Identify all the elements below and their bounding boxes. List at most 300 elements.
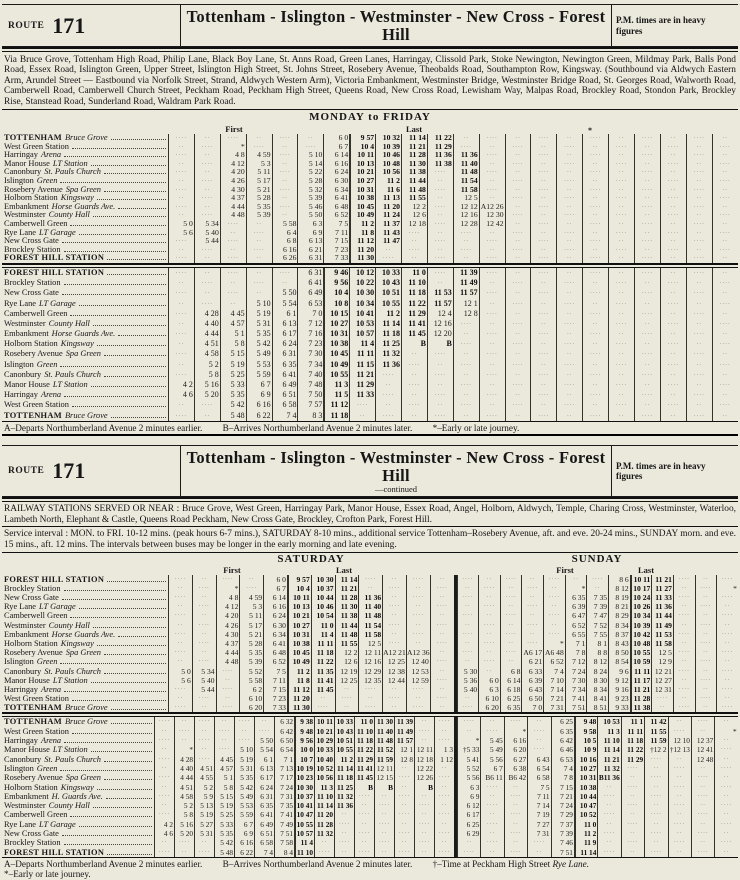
empty-cell: ···· [168,648,192,657]
empty-cell: ···· [394,792,414,801]
empty-cell: ···· [401,360,427,370]
time-cell: 7 51 [551,848,574,857]
time-cell: 11 33 [349,390,375,400]
empty-cell: ···· [375,411,401,421]
empty-cell: ···· [500,593,522,602]
empty-cell: ···· [334,820,354,829]
empty-cell: ···· [168,186,194,195]
empty-cell: ···· [505,194,531,203]
time-cell: 12 41 [691,745,714,754]
empty-cell: ·· [194,727,214,736]
time-cell: 6 53 [297,299,323,309]
empty-cell: ···· [505,211,531,220]
empty-cell: ·· [504,801,527,810]
empty-cell: ···· [457,703,479,712]
empty-cell: ·· [686,177,712,186]
time-cell: B [401,339,427,349]
empty-cell: ·· [634,400,660,410]
time-cell: 7 21 [551,792,574,801]
empty-cell: ···· [168,685,192,694]
empty-cell: ·· [521,611,543,620]
time-cell: 11 38 [630,703,652,712]
empty-cell: ···· [457,575,479,584]
empty-cell: ···· [427,390,453,400]
empty-cell: ···· [668,727,691,736]
empty-cell: ···· [174,727,194,736]
time-cell: 5 1 [220,329,246,339]
station-row-label: New Cross Gate [2,593,168,602]
empty-cell: ·· [478,611,500,620]
time-cell: 4 44 [194,329,220,339]
empty-cell: ···· [608,319,634,329]
timetable-monfri-southbound [2,134,738,263]
empty-cell: ·· [530,246,556,255]
time-cell: 10 51 [375,288,401,298]
time-cell: 5 56 [457,773,480,782]
time-cell: 7 31 [274,792,294,801]
station-row-label: Rye Lane LT Garage [2,820,154,829]
empty-cell: ·· [608,349,634,359]
time-cell: 10 30 [311,575,335,584]
empty-cell: ···· [521,639,543,648]
empty-cell: ·· [394,783,414,792]
time-cell: 11 10 [314,792,334,801]
empty-cell: ·· [480,717,503,726]
empty-cell: ···· [254,727,274,736]
time-cell: 11 22 [621,745,644,754]
empty-cell: ···· [644,792,667,801]
time-cell: 11 48 [335,630,359,639]
last-label: Last [405,124,423,135]
empty-cell: ·· [714,848,737,857]
empty-cell: ·· [430,703,454,712]
empty-cell: ·· [686,360,712,370]
empty-cell: ···· [272,151,298,160]
monfri-label: MONDAY to FRIDAY [309,111,431,124]
saturday-label: SATURDAY [277,552,345,565]
time-cell: 11 49 [651,621,673,630]
empty-cell: ·· [427,278,453,288]
empty-cell: ·· [660,411,686,421]
empty-cell: ···· [668,838,691,847]
empty-cell: ·· [334,848,354,857]
empty-cell: ···· [168,288,194,298]
time-cell: 5 20 [194,390,220,400]
empty-cell: ···· [354,848,374,857]
station-row-label: Brockley Station [2,246,168,255]
empty-cell: ·· [660,134,686,143]
empty-cell: ···· [246,229,272,238]
empty-cell: ·· [691,801,714,810]
empty-cell: ·· [530,339,556,349]
empty-cell: ·· [660,168,686,177]
empty-cell: ·· [480,829,503,838]
empty-cell: ·· [716,639,738,648]
empty-cell: ···· [660,400,686,410]
empty-cell: ···· [691,829,714,838]
empty-cell: ···· [608,380,634,390]
empty-cell: ···· [434,810,454,819]
empty-cell: ·· [660,268,686,278]
empty-cell: ·· [427,380,453,390]
time-cell: 6 42 [274,727,294,736]
empty-cell: ·· [714,829,737,838]
time-cell: 11 2 [375,177,401,186]
time-cell: 11 4 [311,630,335,639]
empty-cell: ·· [634,319,660,329]
empty-cell: ·· [168,639,192,648]
time-cell: 11 45 [401,329,427,339]
empty-cell: ·· [691,838,714,847]
empty-cell: ···· [427,370,453,380]
empty-cell: ···· [556,299,582,309]
time-cell: 5 54 [272,299,298,309]
time-cell: 6 39 [521,676,543,685]
empty-cell: ···· [716,685,738,694]
empty-cell: ···· [712,380,738,390]
time-cell: 6 27 [504,755,527,764]
empty-cell: ···· [695,676,717,685]
time-cell: 5 59 [234,810,254,819]
empty-cell: ·· [582,299,608,309]
empty-cell: ·· [556,370,582,380]
time-cell: 6 48 [263,648,287,657]
time-cell: 12 10 [668,736,691,745]
empty-cell: ·· [246,254,272,263]
empty-cell: ·· [597,801,620,810]
time-cell: 8 24 [586,667,608,676]
empty-cell: ···· [500,611,522,620]
empty-cell: ·· [695,685,717,694]
time-cell: 11 48 [453,168,479,177]
empty-cell: ···· [414,801,434,810]
empty-cell: ···· [505,246,531,255]
time-cell: 5 35 [214,829,234,838]
time-cell: 10 21 [287,611,311,620]
empty-cell: ···· [479,151,505,160]
timetable-weekend-southbound [2,717,738,856]
empty-cell: ·· [382,593,406,602]
time-cell: 5 50 [254,736,274,745]
time-cell: 7 33 [263,703,287,712]
time-cell: 12 44 [382,676,406,685]
empty-cell: ···· [480,727,503,736]
empty-cell: ·· [556,186,582,195]
time-cell: 12 4 [427,309,453,319]
time-cell: 5 3 [239,602,263,611]
empty-cell: ···· [430,676,454,685]
empty-cell: ·· [634,177,660,186]
empty-cell: ···· [335,694,359,703]
empty-cell: ···· [530,268,556,278]
time-cell: 5 16 [174,820,194,829]
empty-cell: ···· [582,349,608,359]
time-cell: 5 52 [239,667,263,676]
empty-cell: ···· [660,143,686,152]
empty-cell: ···· [394,848,414,857]
time-cell: 7 29 [551,810,574,819]
time-cell: 11 44 [335,621,359,630]
station-row-label: Brockley Station [2,838,154,847]
timetable-monfri-northbound [2,268,738,421]
empty-cell: ···· [430,621,454,630]
empty-cell: ·· [712,349,738,359]
time-cell: 10 43 [375,278,401,288]
time-cell: 10 27 [287,621,311,630]
empty-cell: ···· [168,151,194,160]
empty-cell: ·· [634,360,660,370]
empty-cell: ·· [414,810,434,819]
empty-cell: ·· [695,611,717,620]
time-cell: 7 41 [274,810,294,819]
time-cell: 4 26 [220,177,246,186]
time-cell: 5 50 [297,211,323,220]
station-row-label: Harringay Arena [2,685,168,694]
empty-cell: ·· [349,411,375,421]
time-cell: 7 0 [297,309,323,319]
time-cell: 5 28 [246,194,272,203]
empty-cell: ···· [530,151,556,160]
time-cell: 10 39 [630,621,652,630]
empty-cell: ···· [374,838,394,847]
empty-cell: ·· [621,829,644,838]
time-cell: 4 44 [220,203,246,212]
empty-cell: ·· [430,667,454,676]
time-cell: 11 36 [375,360,401,370]
empty-cell: ·· [668,717,691,726]
empty-cell: ···· [644,829,667,838]
time-cell: 5 2 [174,801,194,810]
time-cell: 11 54 [358,621,382,630]
time-cell: 4 8 [220,151,246,160]
time-cell: 11 49 [394,727,414,736]
time-cell: 5 33 [214,820,234,829]
empty-cell: ···· [582,220,608,229]
empty-cell: ·· [556,237,582,246]
empty-cell: ···· [453,339,479,349]
empty-cell: ···· [220,134,246,143]
station-row-label: Holborn Station Kingsway [2,194,168,203]
empty-cell: ···· [453,229,479,238]
time-cell: 6 52 [543,657,565,666]
empty-cell: ···· [673,703,695,712]
empty-cell: ···· [194,278,220,288]
time-cell: 11 45 [354,773,374,782]
time-cell: 11 3 [597,727,620,736]
empty-cell: ···· [527,745,550,754]
empty-cell: ···· [457,611,479,620]
empty-cell: ·· [608,134,634,143]
station-row-label: Embankment Horse Guards Ave. [2,203,168,212]
time-cell: 11 29 [349,380,375,390]
station-row-label: TOTTENHAM Bruce Grove [2,134,168,143]
time-cell: 11 41 [354,764,374,773]
empty-cell: ···· [530,288,556,298]
empty-cell: ···· [716,630,738,639]
pm-note-2: P.M. times are in heavy figures [611,446,738,496]
station-row-label: FOREST HILL STATION [2,848,154,857]
empty-cell: ·· [712,220,738,229]
station-row-label: Canonbury St. Pauls Church [2,168,168,177]
empty-cell: ·· [644,838,667,847]
time-cell: 12 1 [453,299,479,309]
time-cell: 11 2 [574,829,597,838]
time-cell: 5 8 [194,370,220,380]
empty-cell: ···· [686,203,712,212]
empty-cell: ·· [194,203,220,212]
time-cell: 6 0 [263,575,287,584]
empty-cell: ···· [530,370,556,380]
time-cell: 10 21 [314,727,334,736]
empty-cell: ···· [382,602,406,611]
empty-cell: ···· [714,783,737,792]
time-cell: 9 16 [608,685,630,694]
time-cell: 11 55 [644,727,667,736]
empty-cell: ·· [543,584,565,593]
empty-cell: ·· [174,717,194,726]
empty-cell: ···· [608,299,634,309]
empty-cell: ···· [686,254,712,263]
empty-cell: ·· [586,584,608,593]
empty-cell: ···· [427,168,453,177]
via-paragraph: Via Bruce Grove, Tottenham High Road, Philip Lane, Black Boy Lane, St. Anns Road, Green Lanes, Harringay, Clissold Park, Stoke Newington, Newington Green, Mildmay Park, Balls Pond Road, Essex Road, Islington Green, Upper Street, Islington High Street, St. Johns Street, Rosebery Avenue, Theobalds Road, Southampton Row, Kingsway. (Southbound via Aldwych Eastern Arm, Arundel Street — Eastbound via Norfolk Street, Strand, Aldwych Western Arm), Victoria Embankment, Westminster Bridge, Westminster Bridge Road, St. Georges Road, Walworth Road, Camberwell Road, Camberwell Church Street, Peckham Road, Peckham High Street, Queens Road, New Cross Road, Lewisham Way, Malpas Road, Brockley Road, Stondon Park, Brockley Rise, Stanstead Road, Sunderland Road, Waldram Park Road. [4,55,736,107]
empty-cell: ···· [401,229,427,238]
empty-cell: ···· [621,783,644,792]
time-cell: 8 29 [608,611,630,620]
empty-cell: ···· [644,755,667,764]
time-cell: 5 52 [457,764,480,773]
empty-cell: ·· [556,329,582,339]
time-cell: 4 6 [168,390,194,400]
empty-cell: ···· [660,211,686,220]
time-cell: 11 38 [401,168,427,177]
empty-cell: ·· [691,764,714,773]
time-cell: 11 12 [349,237,375,246]
empty-cell: ···· [272,134,298,143]
empty-cell: ···· [556,400,582,410]
time-cell: 7 12 [565,657,587,666]
time-cell: 10 41 [349,309,375,319]
empty-cell: ···· [457,848,480,857]
empty-cell: ···· [427,268,453,278]
empty-cell: ·· [414,848,434,857]
time-cell: 6 9 [234,829,254,838]
empty-cell: ·· [504,820,527,829]
empty-cell: ···· [660,177,686,186]
empty-cell: ·· [246,220,272,229]
empty-cell: ···· [712,299,738,309]
time-cell: 7 1 [565,639,587,648]
empty-cell: ·· [565,575,587,584]
empty-cell: ·· [712,411,738,421]
time-cell: 5 1 [214,773,234,782]
time-cell: 11 30 [374,717,394,726]
time-cell: 12 11 [374,764,394,773]
empty-cell: ···· [712,339,738,349]
time-cell: 5 8 [174,810,194,819]
empty-cell: ·· [668,792,691,801]
time-cell: 7 51 [274,829,294,838]
empty-cell: ···· [154,717,174,726]
empty-cell: ·· [621,810,644,819]
empty-cell: ···· [691,848,714,857]
time-cell: 6 16 [246,400,272,410]
time-cell: 10 31 [349,186,375,195]
empty-cell: ···· [608,177,634,186]
empty-cell: ·· [192,630,216,639]
empty-cell: ·· [430,630,454,639]
time-cell: 12 5 [453,194,479,203]
empty-cell: ···· [505,299,531,309]
empty-cell: ···· [479,268,505,278]
empty-cell: ·· [453,370,479,380]
time-cell: 5 13 [194,801,214,810]
empty-cell: ·· [358,694,382,703]
time-cell: 4 40 [194,319,220,329]
empty-cell: ···· [192,602,216,611]
empty-cell: ·· [695,648,717,657]
time-cell: 10 13 [349,160,375,169]
time-cell: 10 37 [311,584,335,593]
time-cell: 10 31 [323,329,349,339]
empty-cell: ···· [430,639,454,648]
empty-cell: ·· [168,211,194,220]
time-cell: 11 22 [401,299,427,309]
time-cell: 10 53 [349,319,375,329]
time-cell: 4 6 [154,829,174,838]
time-cell: 5 21 [239,630,263,639]
time-cell: 6 0 [323,134,349,143]
time-cell: 12 11 [358,648,382,657]
stations-text-end: , New Cross Gate, Brockley, Crofton Park, Forest Hill. [226,514,432,525]
sun-last-label: Last [637,564,655,575]
time-cell: 10 15 [323,309,349,319]
empty-cell: ···· [714,745,737,754]
time-cell: 7 5 [527,783,550,792]
empty-cell: ···· [634,168,660,177]
time-cell: 5 35 [234,773,254,782]
empty-cell: ···· [434,717,454,726]
time-cell: 11 37 [375,220,401,229]
empty-cell: ···· [695,584,717,593]
empty-cell: ···· [220,268,246,278]
station-row-label: Rosebery Avenue Spa Green [2,648,168,657]
station-row-label: Islington Green [2,177,168,186]
time-cell: 5 54 [254,745,274,754]
empty-cell: ·· [427,211,453,220]
time-cell: B [427,339,453,349]
empty-cell: ···· [608,246,634,255]
empty-cell: ·· [192,575,216,584]
empty-cell: ···· [530,329,556,339]
empty-cell: ···· [660,229,686,238]
empty-cell: ·· [716,621,738,630]
empty-cell: ·· [406,621,430,630]
time-cell: 11 40 [374,727,394,736]
time-cell: 4 44 [174,773,194,782]
time-cell: 8 51 [586,703,608,712]
time-cell: 6 55 [565,630,587,639]
time-cell: 11 21 [335,584,359,593]
time-cell: 10 55 [334,745,354,754]
time-cell: 8 54 [608,657,630,666]
time-cell: 10 54 [311,611,335,620]
time-cell: 6 21 [297,246,323,255]
empty-cell: ·· [427,400,453,410]
empty-cell: ·· [168,246,194,255]
time-cell: 4 55 [194,773,214,782]
empty-cell: ···· [582,254,608,263]
